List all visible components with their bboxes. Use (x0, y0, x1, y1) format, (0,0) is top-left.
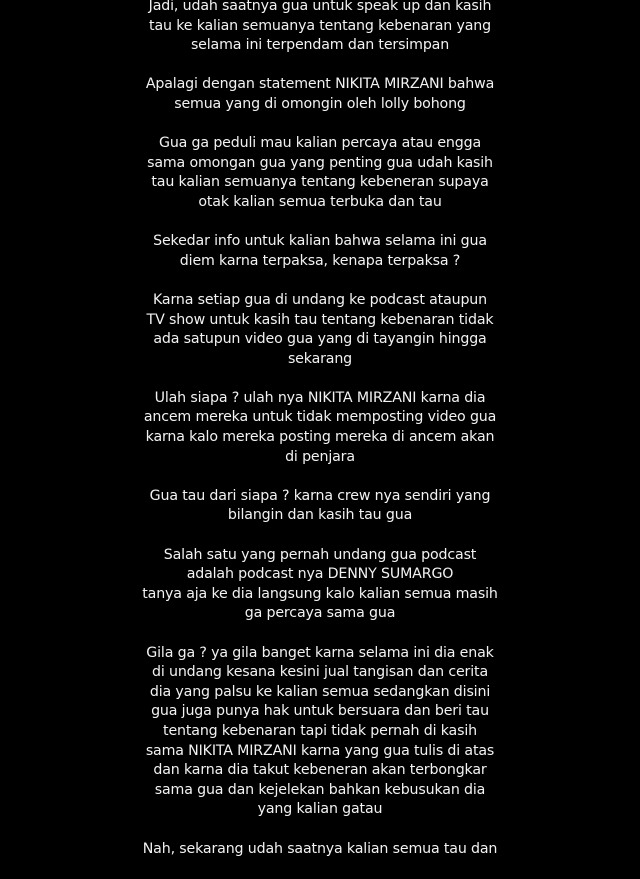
paragraph-4: Sekedar info untuk kalian bahwa selama ini gua diem karna terpaksa, kenapa terpaksa ? (153, 233, 487, 269)
paragraph-2: Apalagi dengan statement NIKITA MIRZANI bahwa semua yang di omongin oleh lolly bohong (145, 76, 495, 112)
paragraph-3: Gua ga peduli mau kalian percaya atau engga sama omongan gua yang penting gua udah kasih tau kalian semuanya tentang kebeneran supaya otak kalian semua terbuka dan tau (147, 135, 493, 210)
paragraph-8: Salah satu yang pernah undang gua podcast adalah podcast nya DENNY SUMARGO tanya aja ke dia langsung kalo kalian semua masih ga percaya sama gua (142, 546, 498, 622)
paragraph-1: Jadi, udah saatnya gua untuk speak up dan kasih tau ke kalian semuanya tentang kebenaran yang selama ini terpendam dan tersimpan (148, 0, 492, 54)
paragraph-10: Nah, sekarang udah saatnya kalian semua tau dan (142, 840, 498, 857)
paragraph-5: Karna setiap gua di undang ke podcast ataupun TV show untuk kasih tau tentang kebenaran tidak ada satupun video gua yang di tayangin hingga sekarang (146, 291, 494, 367)
paragraph-9: Gila ga ? ya gila banget karna selama ini dia enak di undang kesana kesini jual tangisan dan cerita dia yang palsu ke kalian semua sedangkan disini gua juga punya hak untuk bersuara dan beri tau tentang kebenaran tapi tidak pernah di kasih sama NIKITA MIRZANI karna yang gua tulis di atas dan karna dia takut kebeneran akan terbongkar sama gua dan kejelekan bahkan kebusukan dia yang kalian gatau (145, 644, 495, 818)
paragraph-7: Gua tau dari siapa ? karna crew nya sendiri yang bilangin dan kasih tau gua (149, 487, 491, 524)
paragraph-6: Ulah siapa ? ulah nya NIKITA MIRZANI karna dia ancem mereka untuk tidak memposting video gua karna kalo mereka posting mereka di ancem akan di penjara (143, 389, 497, 465)
